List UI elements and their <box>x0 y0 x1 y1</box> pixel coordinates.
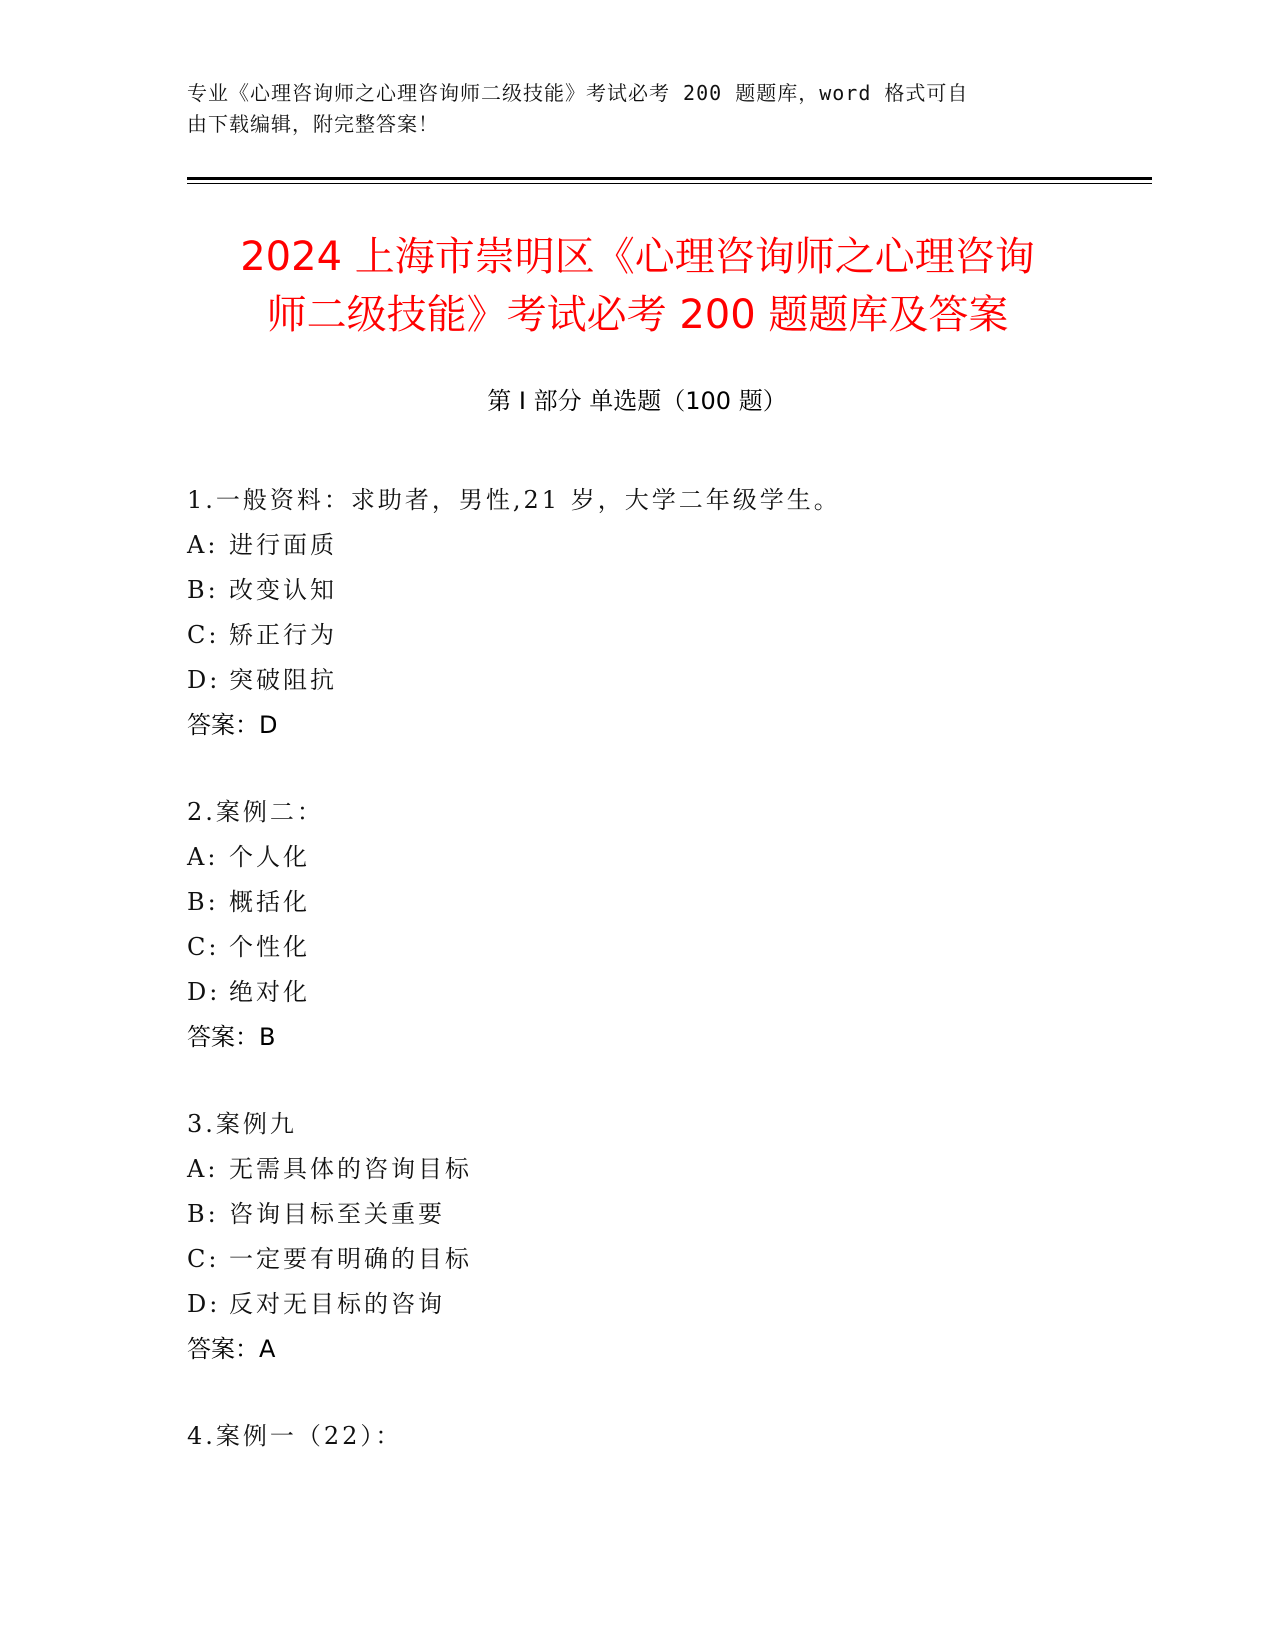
answer: 答案：A <box>187 1335 276 1363</box>
option-text: 无需具体的咨询目标 <box>229 1155 472 1183</box>
option-text: 个性化 <box>229 933 310 961</box>
header-rule-thick <box>187 177 1152 180</box>
header-note-line-1: 专业《心理咨询师之心理咨询师二级技能》考试必考 200 题题库，word 格式可自 <box>187 81 969 105</box>
option-text: 咨询目标至关重要 <box>229 1200 445 1228</box>
option-text: 矫正行为 <box>229 621 337 649</box>
option-c <box>187 925 1137 970</box>
option-key: D: <box>187 666 221 694</box>
option-text: 概括化 <box>229 888 310 916</box>
question-4 <box>187 1414 1137 1459</box>
question-2 <box>187 790 1137 1060</box>
question-stem: 1.一般资料：求助者，男性,21 岁，大学二年级学生。 <box>187 486 841 514</box>
question-1 <box>187 478 1137 748</box>
option-d <box>187 658 1137 703</box>
document-title <box>130 228 1145 344</box>
option-d <box>187 1282 1137 1327</box>
document-title-line-1: 2024 上海市崇明区《心理咨询师之心理咨询 <box>240 234 1035 280</box>
option-key: C: <box>187 933 220 961</box>
header-rule-thin <box>187 183 1152 184</box>
option-a <box>187 1147 1137 1192</box>
option-key: B: <box>187 1200 219 1228</box>
option-c <box>187 1237 1137 1282</box>
option-key: A: <box>187 531 219 559</box>
option-key: D: <box>187 1290 221 1318</box>
option-key: C: <box>187 1245 220 1273</box>
option-b <box>187 568 1137 613</box>
question-stem: 2.案例二： <box>187 798 324 826</box>
option-text: 绝对化 <box>229 978 310 1006</box>
option-a <box>187 835 1137 880</box>
option-a <box>187 523 1137 568</box>
option-b <box>187 1192 1137 1237</box>
option-text: 个人化 <box>229 843 310 871</box>
question-stem: 3.案例九 <box>187 1110 297 1138</box>
question-list <box>187 478 1137 1501</box>
section-title: 第 I 部分 单选题（100 题） <box>487 387 787 415</box>
option-text: 进行面质 <box>229 531 337 559</box>
option-text: 一定要有明确的目标 <box>229 1245 472 1273</box>
option-text: 反对无目标的咨询 <box>229 1290 445 1318</box>
option-key: D: <box>187 978 221 1006</box>
option-text: 改变认知 <box>229 576 337 604</box>
option-key: A: <box>187 843 219 871</box>
option-d <box>187 970 1137 1015</box>
answer: 答案：B <box>187 1023 276 1051</box>
option-key: B: <box>187 576 219 604</box>
document-title-line-2: 师二级技能》考试必考 200 题题库及答案 <box>266 292 1009 338</box>
header-note-line-2: 由下载编辑，附完整答案！ <box>187 112 439 136</box>
option-text: 突破阻抗 <box>229 666 337 694</box>
option-c <box>187 613 1137 658</box>
header-note <box>187 78 1067 140</box>
option-key: A: <box>187 1155 219 1183</box>
option-key: B: <box>187 888 219 916</box>
question-3 <box>187 1102 1137 1372</box>
option-key: C: <box>187 621 220 649</box>
question-stem: 4.案例一（22）： <box>187 1422 403 1450</box>
option-b <box>187 880 1137 925</box>
answer: 答案：D <box>187 711 278 739</box>
